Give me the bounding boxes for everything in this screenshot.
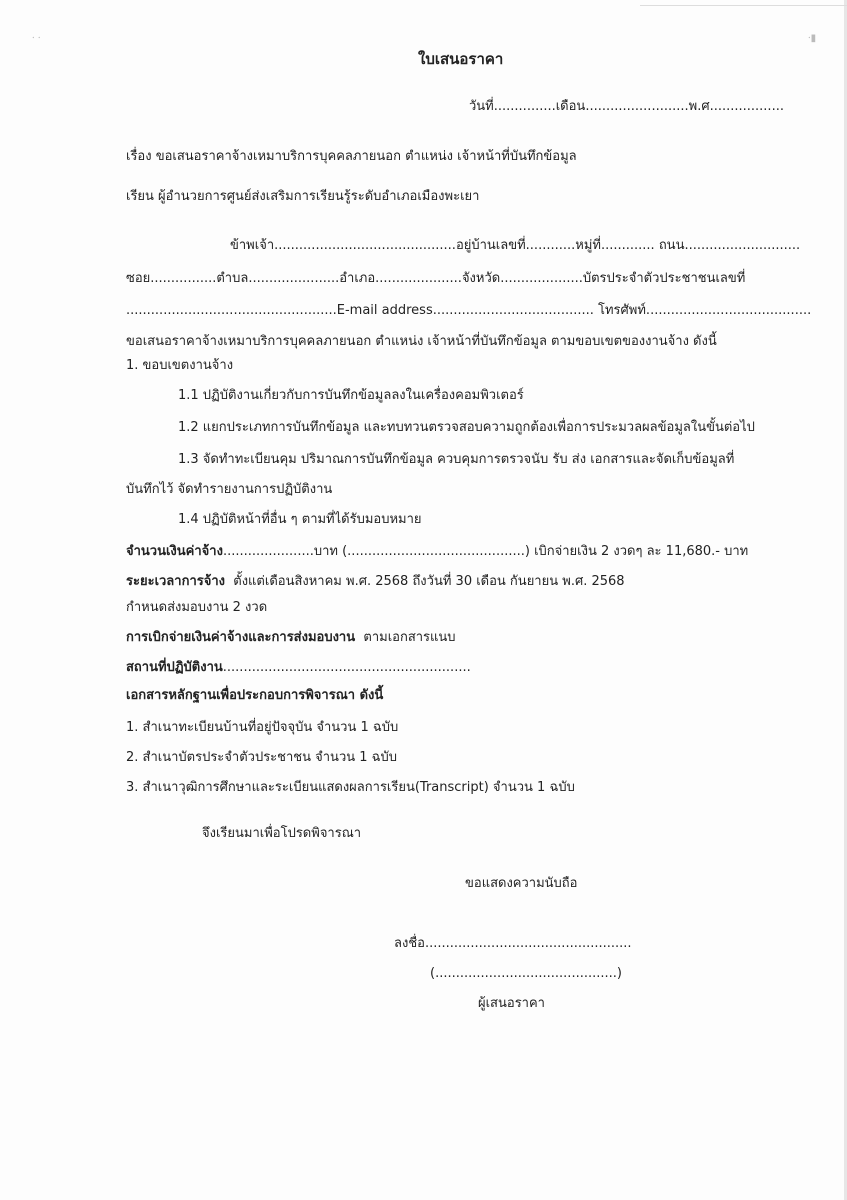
documents-heading: เอกสารหลักฐานเพื่อประกอบการพิจารณา ดังนี้: [126, 688, 384, 703]
disbursement-detail: ตามเอกสารแนบ: [363, 630, 456, 645]
scope-heading: 1. ขอบเขตงานจ้าง: [126, 358, 234, 373]
period-detail: ตั้งแต่เดือนสิงหาคม พ.ศ. 2568 ถึงวันที่ 30 เดือน กันยายน พ.ศ. 2568: [233, 574, 625, 589]
scope-item: 1.2 แยกประเภทการบันทึกข้อมูล และทบทวนตรวจสอบความถูกต้องเพื่อการประมวลผลข้อมูลในขั้นต่อไป: [178, 420, 755, 435]
applicant-line-1: ข้าพเจ้า............................................อยู่บ้านเลขที่............หมู่ที่............. ถนน............................: [230, 238, 801, 253]
scope-item: 1.1 ปฏิบัติงานเกี่ยวกับการบันทึกข้อมูลลงในเครื่องคอมพิวเตอร์: [178, 388, 524, 403]
signature-role: ผู้เสนอราคา: [478, 996, 545, 1011]
location-label: สถานที่ปฏิบัติงาน: [126, 660, 223, 675]
subject-line: เรื่อง ขอเสนอราคาจ้างเหมาบริการบุคคลภายนอก ตำแหน่ง เจ้าหน้าที่บันทึกข้อมูล: [126, 149, 577, 164]
disbursement-label: การเบิกจ่ายเงินค่าจ้างและการส่งมอบงาน: [126, 630, 356, 645]
scan-artifact-left: ⸱ ⸱: [32, 33, 41, 44]
recipient-line: เรียน ผู้อำนวยการศูนย์ส่งเสริมการเรียนรู้ระดับอำเภอเมืองพะเยา: [126, 189, 480, 204]
document-item: 3. สำเนาวุฒิการศึกษาและระเบียนแสดงผลการเรียน(Transcript) จำนวน 1 ฉบับ: [126, 780, 575, 795]
payment-label: จำนวนเงินค่าจ้าง: [126, 544, 223, 559]
page-title: ใบเสนอราคา: [418, 50, 504, 68]
payment-line: [126, 544, 748, 560]
scope-item: 1.4 ปฏิบัติหน้าที่อื่น ๆ ตามที่ได้รับมอบหมาย: [178, 512, 422, 527]
scope-item-continued: บันทึกไว้ จัดทำรายงานการปฏิบัติงาน: [126, 482, 333, 497]
applicant-line-3: ...................................................E-mail address....................................... โทรศัพท์........................................: [126, 303, 812, 318]
scan-top-line: [640, 5, 847, 6]
scan-artifact-right: ⸱▮: [808, 33, 817, 44]
disbursement-line: [126, 630, 456, 646]
location-detail: ............................................................: [222, 660, 471, 675]
offer-line: ขอเสนอราคาจ้างเหมาบริการบุคคลภายนอก ตำแหน่ง เจ้าหน้าที่บันทึกข้อมูล ตามขอบเขตของงานจ้าง ดังนี้: [126, 334, 717, 349]
regards-line: ขอแสดงความนับถือ: [465, 876, 578, 891]
applicant-line-2: ซอย................ตำบล......................อำเภอ.....................จังหวัด....................บัตรประจำตัวประชาชนเลขที่: [126, 271, 746, 286]
signature-line: ลงชื่อ..................................................: [394, 936, 632, 951]
document-item: 1. สำเนาทะเบียนบ้านที่อยู่ปัจจุบัน จำนวน 1 ฉบับ: [126, 720, 399, 735]
date-line: วันที่...............เดือน.........................พ.ศ..................: [469, 99, 784, 114]
location-line: [126, 660, 471, 676]
period-line: [126, 574, 625, 590]
signature-name-line: (............................................): [430, 966, 622, 981]
closing-line: จึงเรียนมาเพื่อโปรดพิจารณา: [202, 826, 362, 841]
period-label: ระยะเวลาการจ้าง: [126, 574, 225, 589]
payment-detail: ......................บาท (...........................................) เบิกจ่ายเงิน 2 งวดๆ ละ 11,680.- บาท: [222, 544, 749, 559]
scope-item: 1.3 จัดทำทะเบียนคุม ปริมาณการบันทึกข้อมูล ควบคุมการตรวจนับ รับ ส่ง เอกสารและจัดเก็บข้อมูลที่: [178, 452, 735, 467]
document-item: 2. สำเนาบัตรประจำตัวประชาชน จำนวน 1 ฉบับ: [126, 750, 398, 765]
delivery-line: กำหนดส่งมอบงาน 2 งวด: [126, 600, 268, 615]
